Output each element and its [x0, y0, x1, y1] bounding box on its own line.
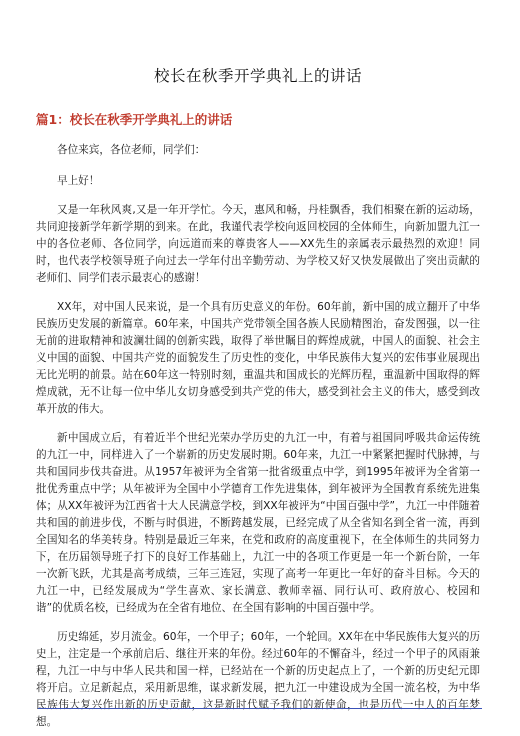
bottom-divider [38, 708, 482, 709]
body-paragraph-1: 又是一年秋风爽,又是一年开学忙。今天，惠风和畅，丹桂飘香，我们相聚在新的运动场，共同迎接新学年新学期的到来。在此，我谨代表学校向返回校园的全体师生，向新加盟九江一中的各位老师、各位同学，向远道而来的尊贵客人——XX先生的亲属表示最热烈的欢迎！同时，也代表学校领导班子向过去一学年付出辛勤劳动、为学校又好又快发展做出了突出贡献的老师们、同学们表示最衷心的感谢！ [36, 204, 480, 284]
good-morning-line: 早上好！ [57, 175, 100, 187]
greeting-line: 各位来宾，各位老师，同学们： [57, 144, 206, 156]
document-title: 校长在秋季开学典礼上的讲话 [153, 67, 362, 85]
section-subtitle: 篇1：校长在秋季开学典礼上的讲话 [36, 112, 233, 127]
body-paragraph-3: 新中国成立后，有着近半个世纪光荣办学历史的九江一中，有着与祖国同呼吸共命运传统的九江一中，同样进入了一个崭新的历史发展时期。60年来，九江一中紧紧把握时代脉搏，与共和国同步伐共奋进。从1957年被评为全省第一批省级重点中学，到1995年被评为全省第一批优秀重点中学；从年被评为全国中小学德育工作先进集体，到年被评为全国教育系统先进集体；从XX年被评为江西省十大人民满意学校，到XX年被评为“中国百强中学”，九江一中伴随着共和国的前进步伐，不断与时俱进，不断跨越发展，已经完成了从全省知名到全省一流，再到全国知名的华美转身。特别是最近三年来，在党和政府的高度重视下，在全体师生的共同努力下，在历届领导班子打下的良好工作基础上，九江一中的各项工作更是一年一个新台阶，一年一次新飞跃，尤其是高考成绩，三年三连冠，实现了高考一年更比一年好的奋斗目标。今天的九江一中，已经发展成为“学生喜欢、家长满意、教师幸福、同行认可、政府放心、校园和谐”的优质名校，已经成为在全省有地位、在全国有影响的中国百强中学。 [36, 432, 480, 614]
body-paragraph-2: XX年，对中国人民来说，是一个具有历史意义的年份。60年前，新中国的成立翻开了中华民族历史发展的新篇章。60年来，中国共产党带领全国各族人民励精图治，奋发图强，以一往无前的进取精神和波澜壮阔的创新实践，取得了举世瞩目的辉煌成就，中国人的面貌、社会主义中国的面貌、中国共产党的面貌发生了历史性的变化，中华民族伟大复兴的宏伟事业展现出无比光明的前景。站在60年这一特别时刻，重温共和国成长的光辉历程，重温新中国取得的辉煌成就，无不让每一位中华儿女切身感受到共产党的伟大，感受到社会主义的伟大，感受到改革开放的伟大。 [36, 301, 480, 415]
body-paragraph-4: 历史绵延，岁月流金。60年，一个甲子；60年，一个轮回。XX年在中华民族伟大复兴的历史上，注定是一个承前启后、继往开来的年份。经过60年的不懈奋斗，经过一个甲子的风雨兼程，九江一中与中华人民共和国一样，已经站在一个新的历史起点上了，一个新的历史纪元即将开启。立足新起点，采用新思维，谋求新发展，把九江一中建设成为全国一流名校，为中华民族伟大复兴作出新的历史贡献，这是新时代赋予我们的新使命，也是历代一中人的百年梦想。 [36, 631, 480, 728]
